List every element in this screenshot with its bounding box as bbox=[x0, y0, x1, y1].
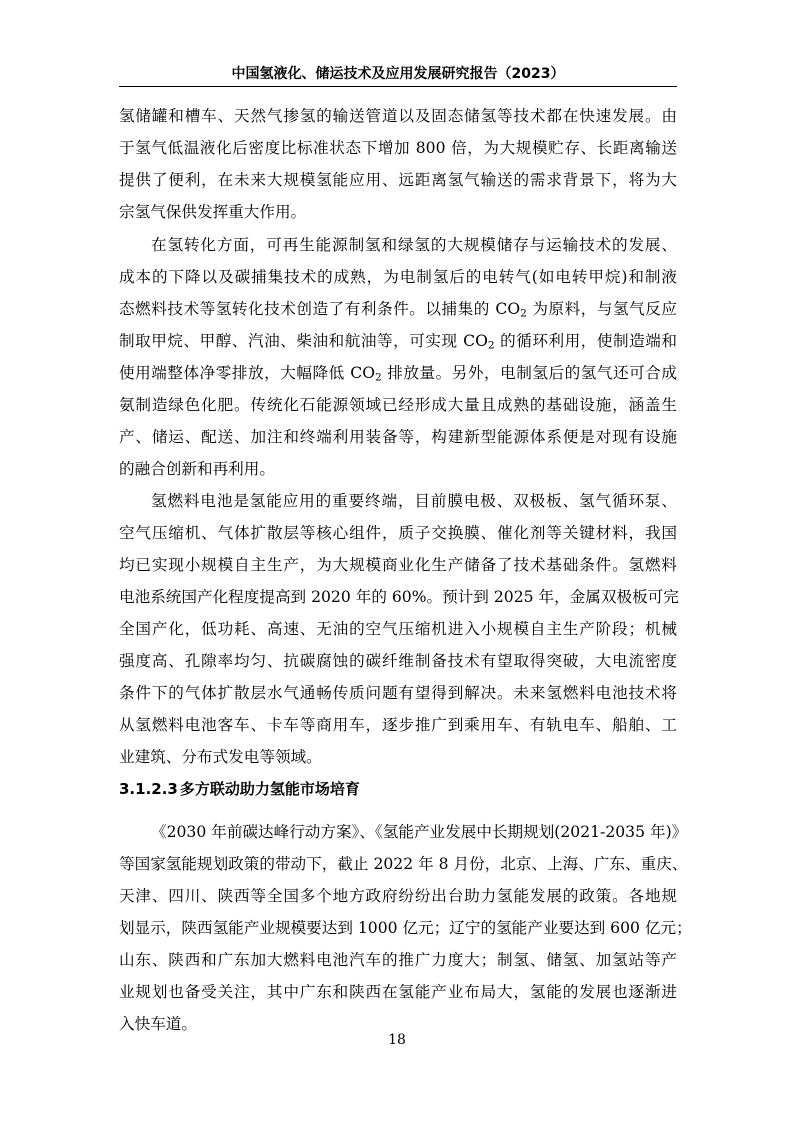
text-line: 氨制造绿色化肥。传统化石能源领域已经形成大量且成熟的基础设施，涵盖生 bbox=[119, 396, 677, 414]
text-segment: 的循环利用，使制造端和 bbox=[494, 332, 677, 350]
text-line: 业规划也备受关注，其中广东和陕西在氢能产业布局大，氢能的发展也逐渐进 bbox=[119, 983, 677, 1001]
section-heading bbox=[119, 778, 360, 800]
text-segment: 为原料，与氢气反应 bbox=[526, 300, 677, 318]
page-number: 18 bbox=[388, 1032, 406, 1048]
text-line: 氢储罐和槽车、天然气掺氢的输送管道以及固态储氢等技术都在快速发展。由 bbox=[119, 107, 677, 125]
header-rule bbox=[119, 86, 677, 87]
text-line: 提供了便利，在未来大规模氢能应用、远距离氢气输送的需求背景下，将为大 bbox=[119, 171, 677, 189]
text-segment: 使用端整体净零排放，大幅降低 CO bbox=[119, 364, 375, 382]
text-line: 电池系统国产化程度提高到 2020 年的 60%。预计到 2025 年，金属双极板可完 bbox=[119, 588, 679, 606]
text-line: 划显示，陕西氢能产业规模要达到 1000 亿元；辽宁的氢能产业要达到 600 亿元； bbox=[119, 919, 692, 937]
text-line: 等国家氢能规划政策的带动下，截止 2022 年 8 月份，北京、上海、广东、重庆、 bbox=[119, 855, 688, 873]
text-line: 入快车道。 bbox=[119, 1015, 197, 1033]
text-line: 成本的下降以及碳捕集技术的成熟，为电制氢后的电转气(如电转甲烷)和制液 bbox=[119, 268, 677, 286]
text-segment: 态燃料技术等氢转化技术创造了有利条件。以捕集的 CO bbox=[119, 300, 521, 318]
text-line: 产、储运、配送、加注和终端利用装备等，构建新型能源体系便是对现有设施 bbox=[119, 428, 677, 446]
text-line: 在氢转化方面，可再生能源制氢和绿氢的大规模储存与运输技术的发展、 bbox=[151, 236, 677, 254]
text-line: 《2030 年前碳达峰行动方案》、《氢能产业发展中长期规划(2021-2035 年)》 bbox=[151, 823, 688, 841]
text-line: 从氢燃料电池客车、卡车等商用车，逐步推广到乘用车、有轨电车、船舶、工 bbox=[119, 716, 677, 734]
subscript-2: 2 bbox=[487, 339, 495, 352]
text-line: 于氢气低温液化后密度比标准状态下增加 800 倍，为大规模贮存、长距离输送 bbox=[119, 139, 677, 157]
text-line: 宗氢气保供发挥重大作用。 bbox=[119, 203, 307, 221]
text-line: 业建筑、分布式发电等领域。 bbox=[119, 748, 322, 766]
running-header: 中国氢液化、储运技术及应用发展研究报告（2023） bbox=[231, 66, 565, 82]
text-line: 氢燃料电池是氢能应用的重要终端，目前膜电极、双极板、氢气循环泵、 bbox=[151, 492, 677, 510]
subscript-2: 2 bbox=[374, 371, 382, 384]
text-line bbox=[119, 329, 677, 353]
section-number: 3.1.2.3 bbox=[119, 780, 178, 798]
text-line: 强度高、孔隙率均匀、抗碳腐蚀的碳纤维制备技术有望取得突破，大电流密度 bbox=[119, 652, 677, 670]
text-line: 天津、四川、陕西等全国多个地方政府纷纷出台助力氢能发展的政策。各地规 bbox=[119, 887, 677, 905]
text-line: 全国产化，低功耗、高速、无油的空气压缩机进入小规模自主生产阶段；机械 bbox=[119, 620, 677, 638]
text-line: 空气压缩机、气体扩散层等核心组件，质子交换膜、催化剂等关键材料，我国 bbox=[119, 524, 677, 542]
text-line: 山东、陕西和广东加大燃料电池汽车的推广力度大；制氢、储氢、加氢站等产 bbox=[119, 951, 677, 969]
text-line: 均已实现小规模自主生产，为大规模商业化生产储备了技术基础条件。氢燃料 bbox=[119, 556, 677, 574]
section-title: 多方联动助力氢能市场培育 bbox=[179, 780, 360, 798]
text-line bbox=[119, 361, 677, 385]
text-segment: 排放量。另外，电制氢后的氢气还可合成 bbox=[381, 364, 677, 382]
text-line bbox=[119, 297, 677, 321]
text-line: 条件下的气体扩散层水气通畅传质问题有望得到解决。未来氢燃料电池技术将 bbox=[119, 684, 677, 702]
subscript-2: 2 bbox=[520, 307, 527, 320]
text-line: 的融合创新和再利用。 bbox=[119, 460, 275, 478]
text-segment: 制取甲烷、甲醇、汽油、柴油和航油等，可实现 CO bbox=[119, 332, 488, 350]
